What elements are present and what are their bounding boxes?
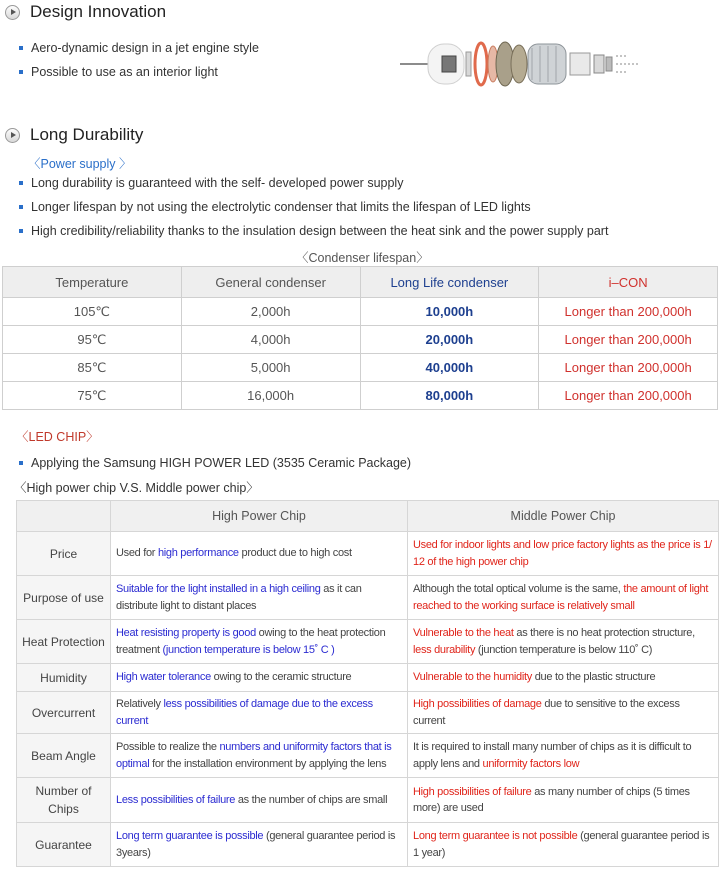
- table-cell: Longer than 200,000h: [539, 382, 718, 410]
- column-header: High Power Chip: [111, 501, 408, 532]
- table-row: [17, 620, 719, 664]
- row-header: Heat Protection: [17, 620, 111, 664]
- high-power-cell: [111, 576, 408, 620]
- high-power-cell: [111, 778, 408, 823]
- list-item: High credibility/reliability thanks to the insulation design between the heat sink and the power supply part: [19, 224, 608, 238]
- cell-text: Heat resisting property is good: [116, 627, 256, 639]
- table-cell: Longer than 200,000h: [539, 298, 718, 326]
- bullet-square-icon: [19, 229, 23, 233]
- high-power-cell: [111, 734, 408, 778]
- table-row: [3, 298, 718, 326]
- cell-text: product due to high cost: [238, 547, 352, 560]
- table-header-row: [3, 267, 718, 298]
- condenser-lifespan-table: [2, 266, 718, 410]
- long-durability-heading: [5, 125, 143, 145]
- cell-text: High water tolerance: [116, 671, 211, 684]
- cell-text: Long term guarantee is not possible: [413, 830, 578, 842]
- row-header: Humidity: [17, 664, 111, 692]
- column-header: i–CON: [539, 267, 718, 298]
- cell-text: due to the plastic structure: [531, 671, 656, 684]
- table-row: [17, 532, 719, 576]
- cell-text: Possible to realize the: [116, 741, 220, 753]
- table-cell: 4,000h: [181, 326, 360, 354]
- cell-text: owing to the ceramic structure: [210, 671, 352, 684]
- table-cell: 10,000h: [360, 298, 539, 326]
- chip-comparison-caption: 〈High power chip V.S. Middle power chip〉: [14, 481, 259, 495]
- power-supply-label: 〈Power supply 〉: [28, 157, 132, 171]
- table-cell: 75℃: [3, 382, 182, 410]
- column-header: Temperature: [3, 267, 182, 298]
- cell-text: as it can distribute light to distant places: [116, 583, 362, 612]
- cell-text: as there is no heat protection structure,: [513, 627, 695, 639]
- list-item: Long durability is guaranteed with the self- developed power supply: [19, 176, 403, 190]
- cell-text: Used for indoor lights and low price factory lights as the price is 1/ 12 of the high power chip: [413, 539, 712, 568]
- cell-text: Suitable for the light installed in a high ceiling: [116, 583, 321, 595]
- column-header: Long Life condenser: [360, 267, 539, 298]
- cell-text: numbers and uniformity factors that is optimal: [116, 741, 392, 770]
- cell-text: (junction temperature is below 15˚ C ): [162, 643, 335, 656]
- cell-text: as the number of chips are small: [235, 793, 388, 806]
- bullet-square-icon: [19, 205, 23, 209]
- cell-text: Long term guarantee is possible: [116, 830, 264, 842]
- cell-text: high performance: [157, 547, 239, 560]
- table-row: [17, 692, 719, 734]
- table-cell: Longer than 200,000h: [539, 326, 718, 354]
- high-power-cell: [111, 664, 408, 692]
- cell-text: less possibilities of damage due to the excess current: [116, 698, 373, 727]
- cell-text: Although the total optical volume is the same,: [413, 583, 624, 595]
- table-cell: 20,000h: [360, 326, 539, 354]
- table-cell: 40,000h: [360, 354, 539, 382]
- middle-power-cell: [408, 734, 719, 778]
- middle-power-cell: [408, 620, 719, 664]
- middle-power-cell: [408, 576, 719, 620]
- design-innovation-heading: [5, 2, 166, 22]
- column-header: General condenser: [181, 267, 360, 298]
- cell-text: Less possibilities of failure: [116, 793, 236, 806]
- row-header: Overcurrent: [17, 692, 111, 734]
- list-item: Applying the Samsung HIGH POWER LED (3535 Ceramic Package): [19, 456, 411, 470]
- table-row: [17, 823, 719, 867]
- table-cell: 95℃: [3, 326, 182, 354]
- middle-power-cell: [408, 532, 719, 576]
- table-cell: 16,000h: [181, 382, 360, 410]
- bullet-square-icon: [19, 70, 23, 74]
- section-title: Design Innovation: [30, 2, 167, 21]
- cell-text: Used for: [116, 547, 158, 560]
- cell-text: uniformity factors low: [482, 757, 580, 770]
- bullet-square-icon: [19, 461, 23, 465]
- table-cell: 2,000h: [181, 298, 360, 326]
- high-power-cell: [111, 532, 408, 576]
- cell-text: High possibilities of damage: [413, 698, 542, 710]
- table-row: [3, 382, 718, 410]
- table-row: [17, 576, 719, 620]
- middle-power-cell: [408, 664, 719, 692]
- cell-text: as many number of chips (5 times more) are used: [413, 785, 690, 814]
- bullet-square-icon: [19, 46, 23, 50]
- cell-text: Vulnerable to the humidity: [413, 671, 532, 684]
- cell-text: (junction temperature is below 110˚ C): [475, 643, 653, 656]
- cell-text: Relatively: [116, 698, 164, 710]
- table-cell: 85℃: [3, 354, 182, 382]
- play-bullet-icon: [5, 128, 20, 143]
- high-power-cell: [111, 620, 408, 664]
- table-row: [17, 664, 719, 692]
- middle-power-cell: [408, 823, 719, 867]
- table-cell: Longer than 200,000h: [539, 354, 718, 382]
- cell-text: owing to the heat protection treatment: [116, 627, 386, 656]
- cell-text: Vulnerable to the heat: [413, 627, 514, 639]
- list-item: Aero-dynamic design in a jet engine style: [19, 41, 259, 55]
- table-cell: 105℃: [3, 298, 182, 326]
- table-cell: 80,000h: [360, 382, 539, 410]
- cell-text: (general guarantee period is 3years): [116, 830, 396, 859]
- cell-text: for the installation environment by applying the lens: [149, 757, 387, 770]
- section-title: Long Durability: [30, 125, 144, 144]
- table-cell: 5,000h: [181, 354, 360, 382]
- chip-comparison-table: [16, 500, 719, 867]
- table-row: [3, 354, 718, 382]
- middle-power-cell: [408, 778, 719, 823]
- led-bulb-exploded-image: [398, 38, 648, 90]
- column-header: Middle Power Chip: [408, 501, 719, 532]
- table-row: [3, 326, 718, 354]
- high-power-cell: [111, 692, 408, 734]
- row-header: Purpose of use: [17, 576, 111, 620]
- list-item: Longer lifespan by not using the electrolytic condenser that limits the lifespan of LED lights: [19, 200, 531, 214]
- row-header: Guarantee: [17, 823, 111, 867]
- column-header: [17, 501, 111, 532]
- cell-text: It is required to install many number of chips as it is difficult to apply lens and: [413, 741, 692, 770]
- table-row: [17, 734, 719, 778]
- bullet-square-icon: [19, 181, 23, 185]
- row-header: Number of Chips: [17, 778, 111, 823]
- cell-text: due to sensitive to the excess current: [413, 698, 680, 727]
- high-power-cell: [111, 823, 408, 867]
- middle-power-cell: [408, 692, 719, 734]
- condenser-table-caption: 〈Condenser lifespan〉: [296, 251, 429, 265]
- row-header: Beam Angle: [17, 734, 111, 778]
- led-chip-label: 〈LED CHIP〉: [16, 430, 99, 444]
- row-header: Price: [17, 532, 111, 576]
- cell-text: the amount of light reached to the working surface is relatively small: [413, 583, 709, 612]
- cell-text: High possibilities of failure: [413, 785, 532, 798]
- play-bullet-icon: [5, 5, 20, 20]
- table-row: [17, 778, 719, 823]
- list-item: Possible to use as an interior light: [19, 65, 218, 79]
- cell-text: (general guarantee period is 1 year): [413, 830, 710, 859]
- table-header-row: [17, 501, 719, 532]
- cell-text: less durability: [413, 643, 476, 656]
